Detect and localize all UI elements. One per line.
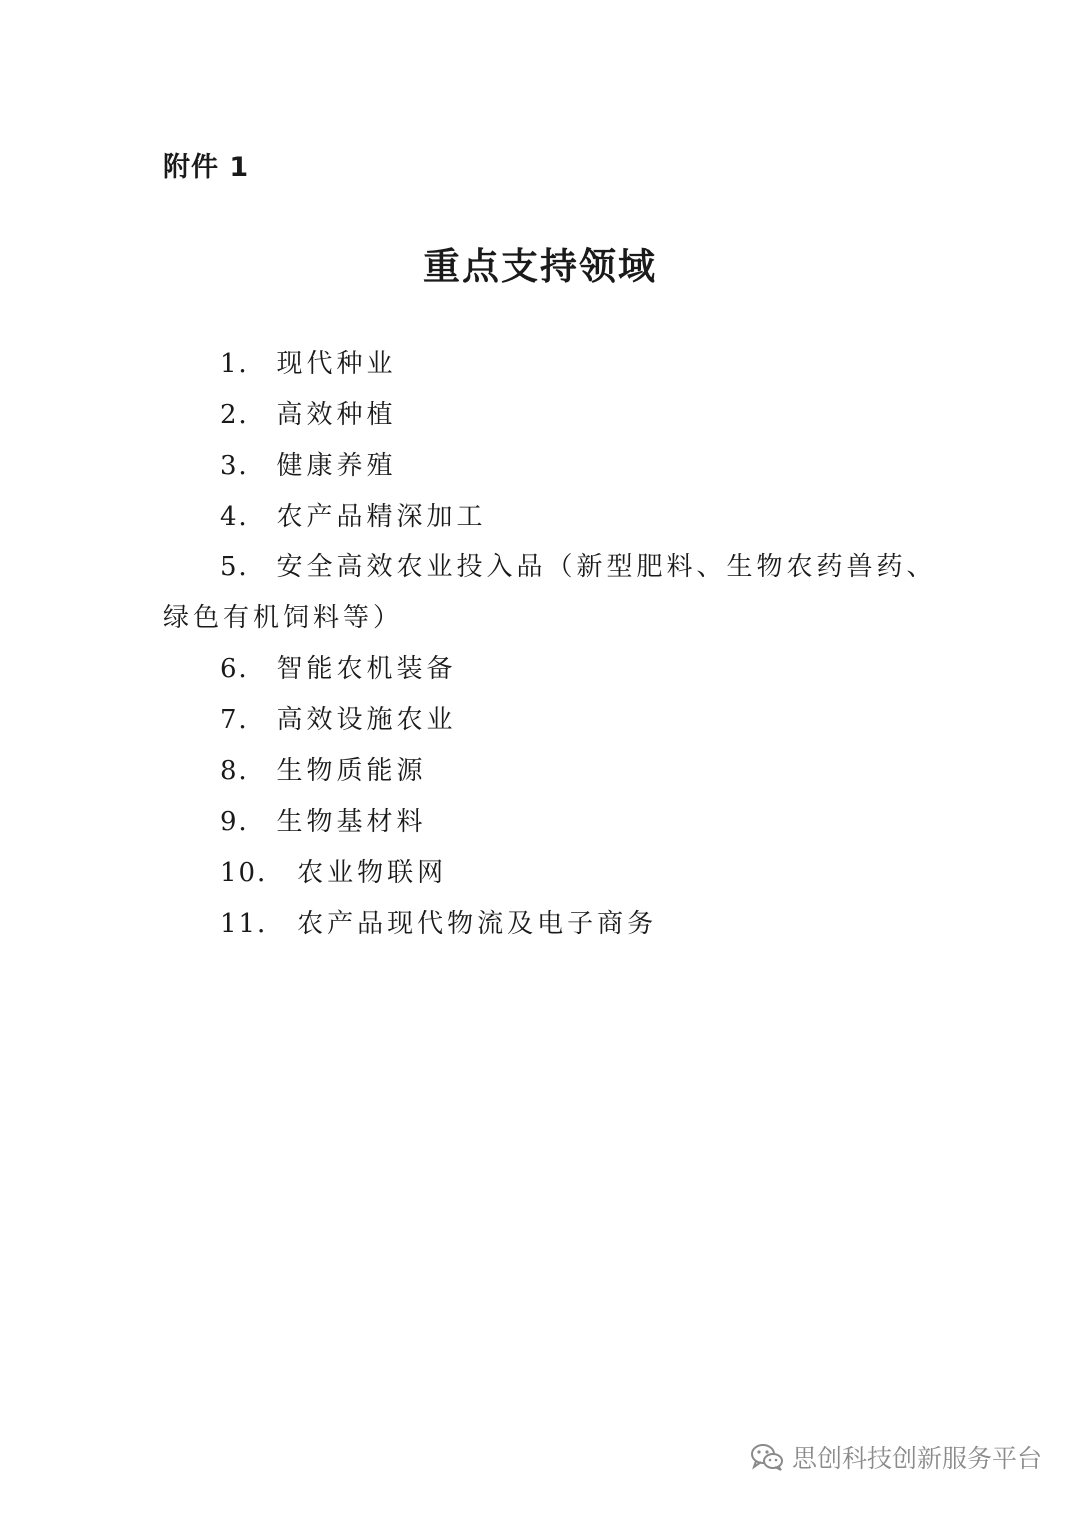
- wechat-icon: [750, 1442, 784, 1472]
- item-text: 生物质能源: [276, 756, 427, 786]
- list-item: [220, 500, 487, 534]
- item-number: 4．: [220, 502, 267, 532]
- item-text: 生物基材料: [276, 807, 427, 837]
- item-number: 11．: [220, 909, 286, 939]
- item-text: 现代种业: [276, 349, 397, 379]
- watermark: [750, 1439, 1042, 1475]
- list-item: [220, 550, 937, 584]
- item-text: 高效种植: [276, 400, 397, 430]
- item-text: 安全高效农业投入品（新型肥料、生物农药兽药、: [276, 552, 937, 582]
- attachment-label: 附件 1: [163, 152, 250, 183]
- item-text: 健康养殖: [276, 451, 397, 481]
- item-number: 8．: [220, 756, 267, 786]
- list-item: [220, 398, 397, 432]
- item-text: 智能农机装备: [276, 654, 457, 684]
- item-number: 2．: [220, 400, 267, 430]
- item-text: 农产品现代物流及电子商务: [297, 909, 658, 939]
- list-item: [220, 347, 397, 381]
- item-text: 农产品精深加工: [276, 502, 487, 532]
- item-number: 6．: [220, 654, 267, 684]
- list-item: [220, 856, 447, 890]
- item-number: 7．: [220, 705, 267, 735]
- list-item: [220, 449, 397, 483]
- page-title: 重点支持领域: [423, 245, 657, 288]
- list-item: [220, 652, 457, 686]
- item-number: 5．: [220, 552, 267, 582]
- list-item: [220, 907, 657, 941]
- list-item: [220, 703, 457, 737]
- item-text: 高效设施农业: [276, 705, 457, 735]
- item-number: 10．: [220, 858, 286, 888]
- item-text: 农业物联网: [297, 858, 448, 888]
- item-number: 1．: [220, 349, 267, 379]
- list-item: [220, 805, 427, 839]
- list-item-continuation: 绿色有机饲料等）: [163, 603, 404, 633]
- item-number: 9．: [220, 807, 267, 837]
- list-item: [220, 754, 427, 788]
- item-number: 3．: [220, 451, 267, 481]
- watermark-text: 思创科技创新服务平台: [791, 1444, 1042, 1473]
